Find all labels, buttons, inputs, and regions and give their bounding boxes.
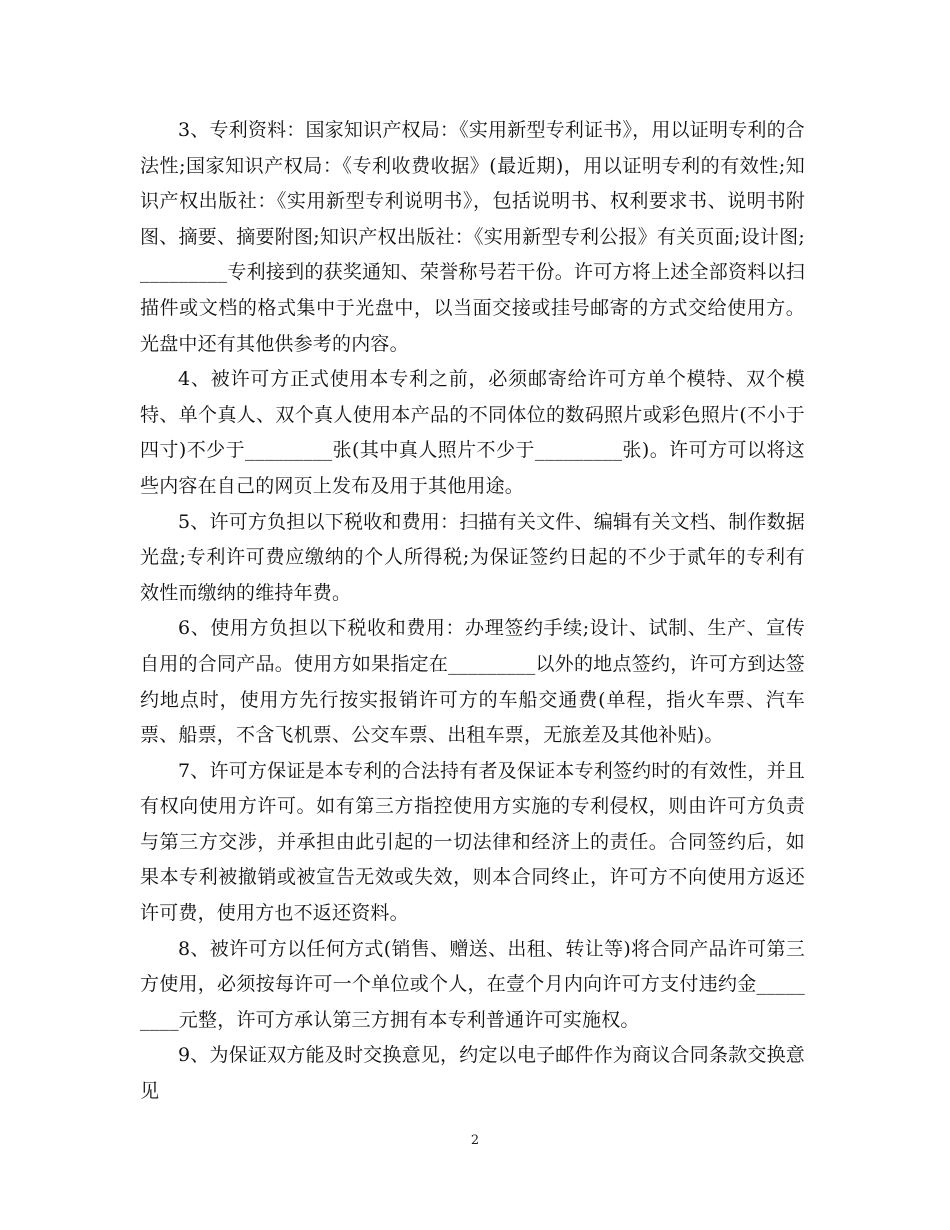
page-number: 2 [470,1133,480,1148]
clause-3-paragraph: 3、专利资料：国家知识产权局：《实用新型专利证书》，用以证明专利的合法性;国家知识产权局：《专利收费收据》(最近期)，用以证明专利的有效性;知识产权出版社：《实用新型专利说明书》，包括说明书、权利要求书、说明书附图、摘要、摘要附图;知识产权出版社：《实用新型专利公报》有关页面;设计图;_________专利接到的获奖通知、荣誉称号若干份。许可方将上述全部资料以扫描件或文档的格式集中于光盘中，以当面交接或挂号邮寄的方式交给使用方。光盘中还有其他供参考的内容。 [140,119,805,355]
clause-8-paragraph: 8、被许可方以任何方式(销售、赠送、出租、转让等)将合同产品许可第三方使用，必须按每许可一个单位或个人，在壹个月内向许可方支付违约金_________元整，许可方承认第三方拥有本专利普通许可实施权。 [140,937,805,1031]
clause-4-paragraph: 4、被许可方正式使用本专利之前，必须邮寄给许可方单个模特、双个模特、单个真人、双个真人使用本产品的不同体位的数码照片或彩色照片(不小于四寸)不少于_________张(其中真人照片不少于_________张)。许可方可以将这些内容在自己的网页上发布及用于其他用途。 [140,368,805,497]
clause-6-paragraph: 6、使用方负担以下税收和费用：办理签约手续;设计、试制、生产、宣传自用的合同产品。使用方如果指定在_________以外的地点签约，许可方到达签约地点时，使用方先行按实报销许可方的车船交通费(单程，指火车票、汽车票、船票，不含飞机票、公交车票、出租车票，无旅差及其他补贴)。 [140,617,805,747]
document-body [140,113,805,1110]
clause-7-paragraph: 7、许可方保证是本专利的合法持有者及保证本专利签约时的有效性，并且有权向使用方许可。如有第三方指控使用方实施的专利侵权，则由许可方负责与第三方交涉，并承担由此引起的一切法律和经济上的责任。合同签约后，如果本专利被撤销或被宣告无效或失效，则本合同终止，许可方不向使用方返还许可费，使用方也不返还资料。 [140,759,805,925]
clause-9-paragraph: 9、为保证双方能及时交换意见，约定以电子邮件作为商议合同条款交换意见 [140,1044,805,1103]
clause-5-paragraph: 5、许可方负担以下税收和费用：扫描有关文件、编辑有关文档、制作数据光盘;专利许可费应缴纳的个人所得税;为保证签约日起的不少于贰年的专利有效性而缴纳的维持年费。 [140,510,805,604]
